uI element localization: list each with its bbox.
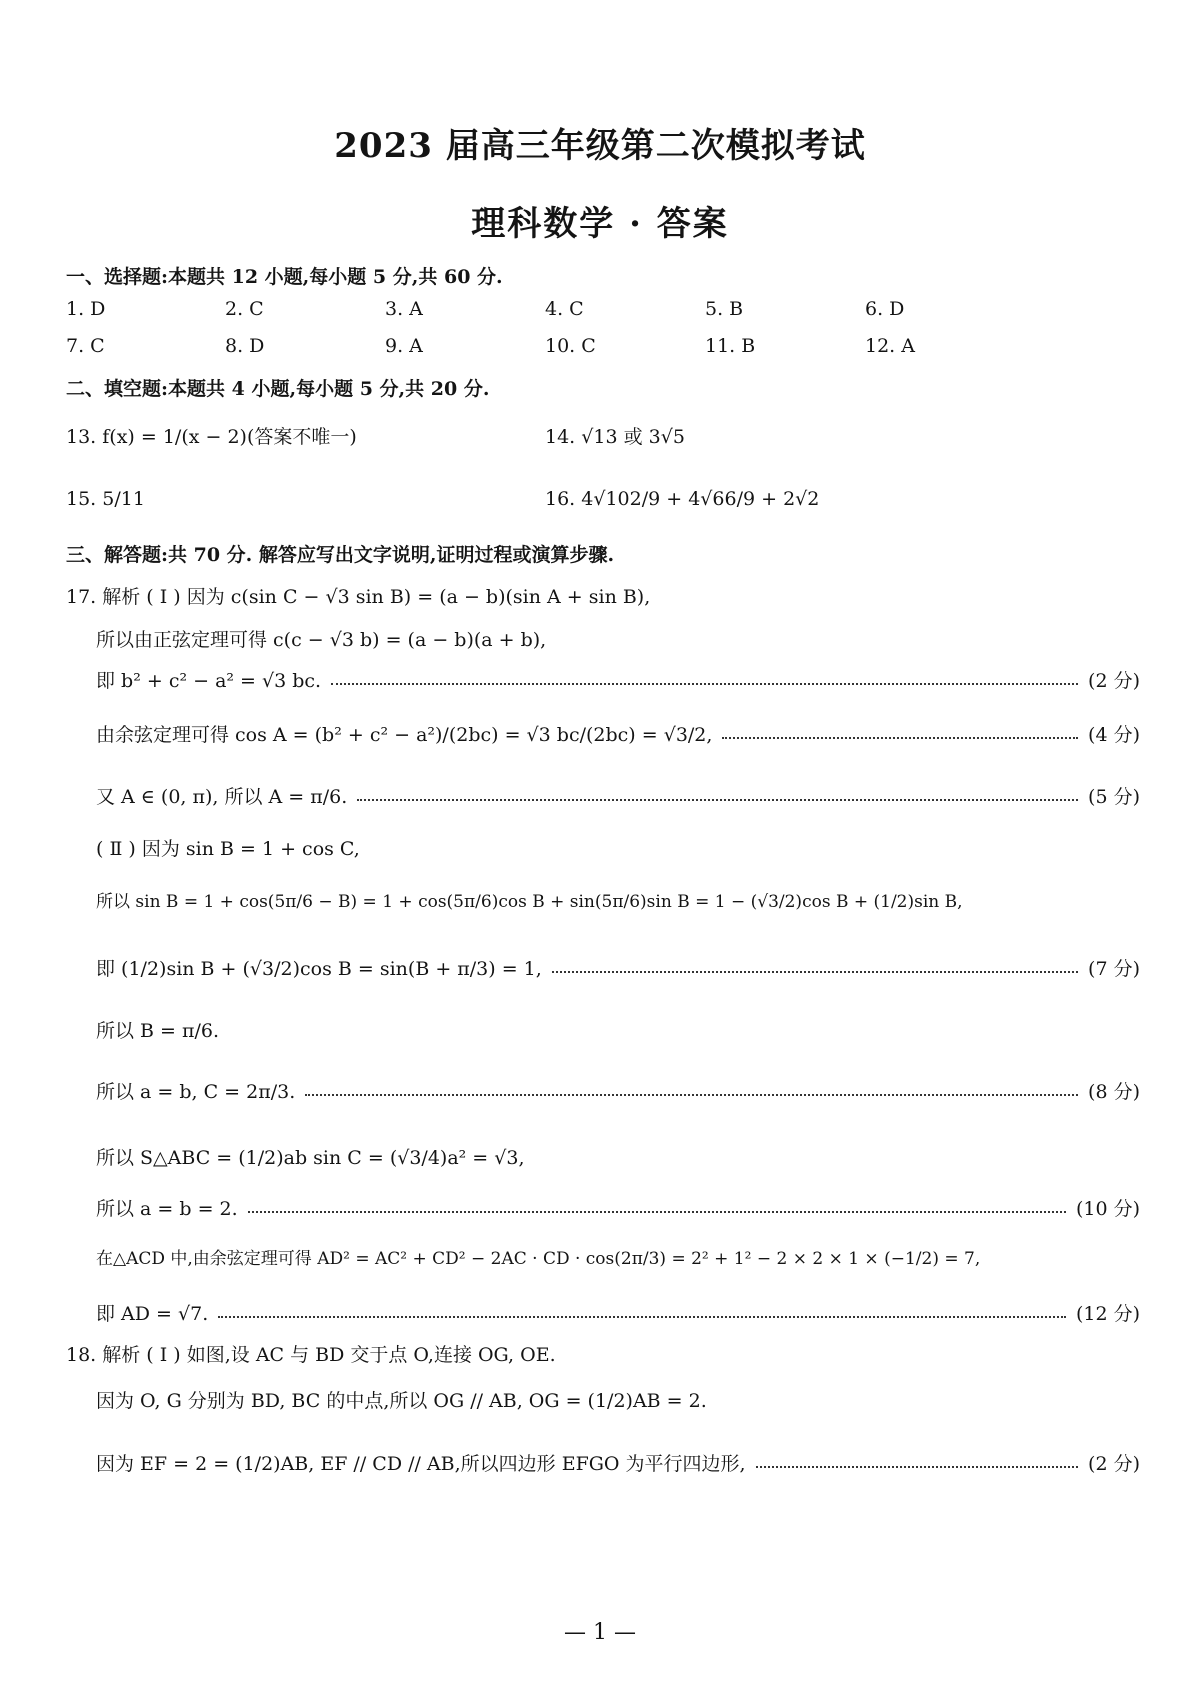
section3-heading: 三、解答题:共 70 分. 解答应写出文字说明,证明过程或演算步骤.	[66, 544, 615, 566]
score-label: (12 分)	[1075, 1303, 1140, 1325]
leader-dots	[248, 1211, 1066, 1213]
page-title: 2023 届高三年级第二次模拟考试	[334, 126, 866, 166]
answer-item: 9. A	[385, 335, 423, 357]
solution-line: 所以 sin B = 1 + cos(5π/6 − B) = 1 + cos(5π/6)cos B + sin(5π/6)sin B = 1 − (√3/2)cos B + (1/2)sin B,	[96, 892, 963, 912]
solution-text: 所以 a = b, C = 2π/3.	[96, 1081, 296, 1103]
solution-line: 在△ACD 中,由余弦定理可得 AD² = AC² + CD² − 2AC · CD · cos(2π/3) = 2² + 1² − 2 × 2 × 1 × (−1/2) = 7,	[96, 1249, 981, 1269]
answer-q16: 16. 4√102/9 + 4√66/9 + 2√2	[545, 488, 820, 510]
score-label: (5 分)	[1088, 786, 1140, 808]
leader-dots	[305, 1094, 1078, 1096]
answer-item: 2. C	[225, 298, 264, 320]
leader-dots	[331, 683, 1078, 685]
answer-item: 4. C	[545, 298, 584, 320]
score-label: (8 分)	[1088, 1081, 1140, 1103]
solution-line	[96, 782, 1140, 809]
answer-item: 1. D	[66, 298, 106, 320]
solution-text: 即 AD = √7.	[96, 1303, 209, 1325]
score-label: (4 分)	[1088, 724, 1140, 746]
answer-item: 5. B	[705, 298, 744, 320]
leader-dots	[756, 1466, 1078, 1468]
solution-line: 所以由正弦定理可得 c(c − √3 b) = (a − b)(a + b),	[96, 629, 547, 651]
solution-text: 又 A ∈ (0, π), 所以 A = π/6.	[96, 786, 348, 808]
page-number: — 1 —	[564, 1620, 636, 1645]
section2-heading: 二、填空题:本题共 4 小题,每小题 5 分,共 20 分.	[66, 378, 490, 400]
solution-line	[96, 1449, 1140, 1476]
solution-line: 18. 解析 ( Ⅰ ) 如图,设 AC 与 BD 交于点 O,连接 OG, OE.	[66, 1344, 556, 1366]
answer-q13: 13. f(x) = 1/(x − 2)(答案不唯一)	[66, 426, 357, 448]
solution-text: 即 b² + c² − a² = √3 bc.	[96, 670, 322, 692]
solution-text: 即 (1/2)sin B + (√3/2)cos B = sin(B + π/3) = 1,	[96, 958, 542, 980]
section1-heading: 一、选择题:本题共 12 小题,每小题 5 分,共 60 分.	[66, 266, 503, 288]
solution-line: 所以 B = π/6.	[96, 1020, 220, 1042]
score-label: (2 分)	[1088, 670, 1140, 692]
answer-item: 11. B	[705, 335, 756, 357]
solution-text: 因为 EF = 2 = (1/2)AB, EF // CD // AB,所以四边形 EFGO 为平行四边形,	[96, 1453, 746, 1475]
answer-item: 6. D	[865, 298, 905, 320]
solution-line	[96, 1077, 1140, 1104]
answer-q14: 14. √13 或 3√5	[545, 426, 685, 448]
answer-item: 8. D	[225, 335, 265, 357]
solution-line: ( Ⅱ ) 因为 sin B = 1 + cos C,	[96, 838, 360, 860]
solution-line	[96, 1194, 1140, 1221]
solution-line: 17. 解析 ( Ⅰ ) 因为 c(sin C − √3 sin B) = (a − b)(sin A + sin B),	[66, 586, 651, 608]
answer-item: 10. C	[545, 335, 596, 357]
solution-line	[96, 720, 1140, 747]
solution-line: 因为 O, G 分别为 BD, BC 的中点,所以 OG // AB, OG = (1/2)AB = 2.	[96, 1390, 707, 1412]
solution-text: 由余弦定理可得 cos A = (b² + c² − a²)/(2bc) = √3 bc/(2bc) = √3/2,	[96, 724, 713, 746]
solution-text: 所以 a = b = 2.	[96, 1198, 238, 1220]
score-label: (2 分)	[1088, 1453, 1140, 1475]
score-label: (7 分)	[1088, 958, 1140, 980]
score-label: (10 分)	[1075, 1198, 1140, 1220]
answer-q15: 15. 5/11	[66, 488, 145, 510]
leader-dots	[357, 799, 1078, 801]
answer-item: 7. C	[66, 335, 105, 357]
solution-line	[96, 954, 1140, 981]
page-subtitle: 理科数学 · 答案	[471, 204, 729, 244]
answer-item: 3. A	[385, 298, 423, 320]
solution-line: 所以 S△ABC = (1/2)ab sin C = (√3/4)a² = √3,	[96, 1147, 525, 1169]
leader-dots	[218, 1316, 1066, 1318]
leader-dots	[552, 971, 1078, 973]
leader-dots	[722, 737, 1078, 739]
solution-line	[96, 666, 1140, 693]
solution-line	[96, 1299, 1140, 1326]
answer-item: 12. A	[865, 335, 915, 357]
